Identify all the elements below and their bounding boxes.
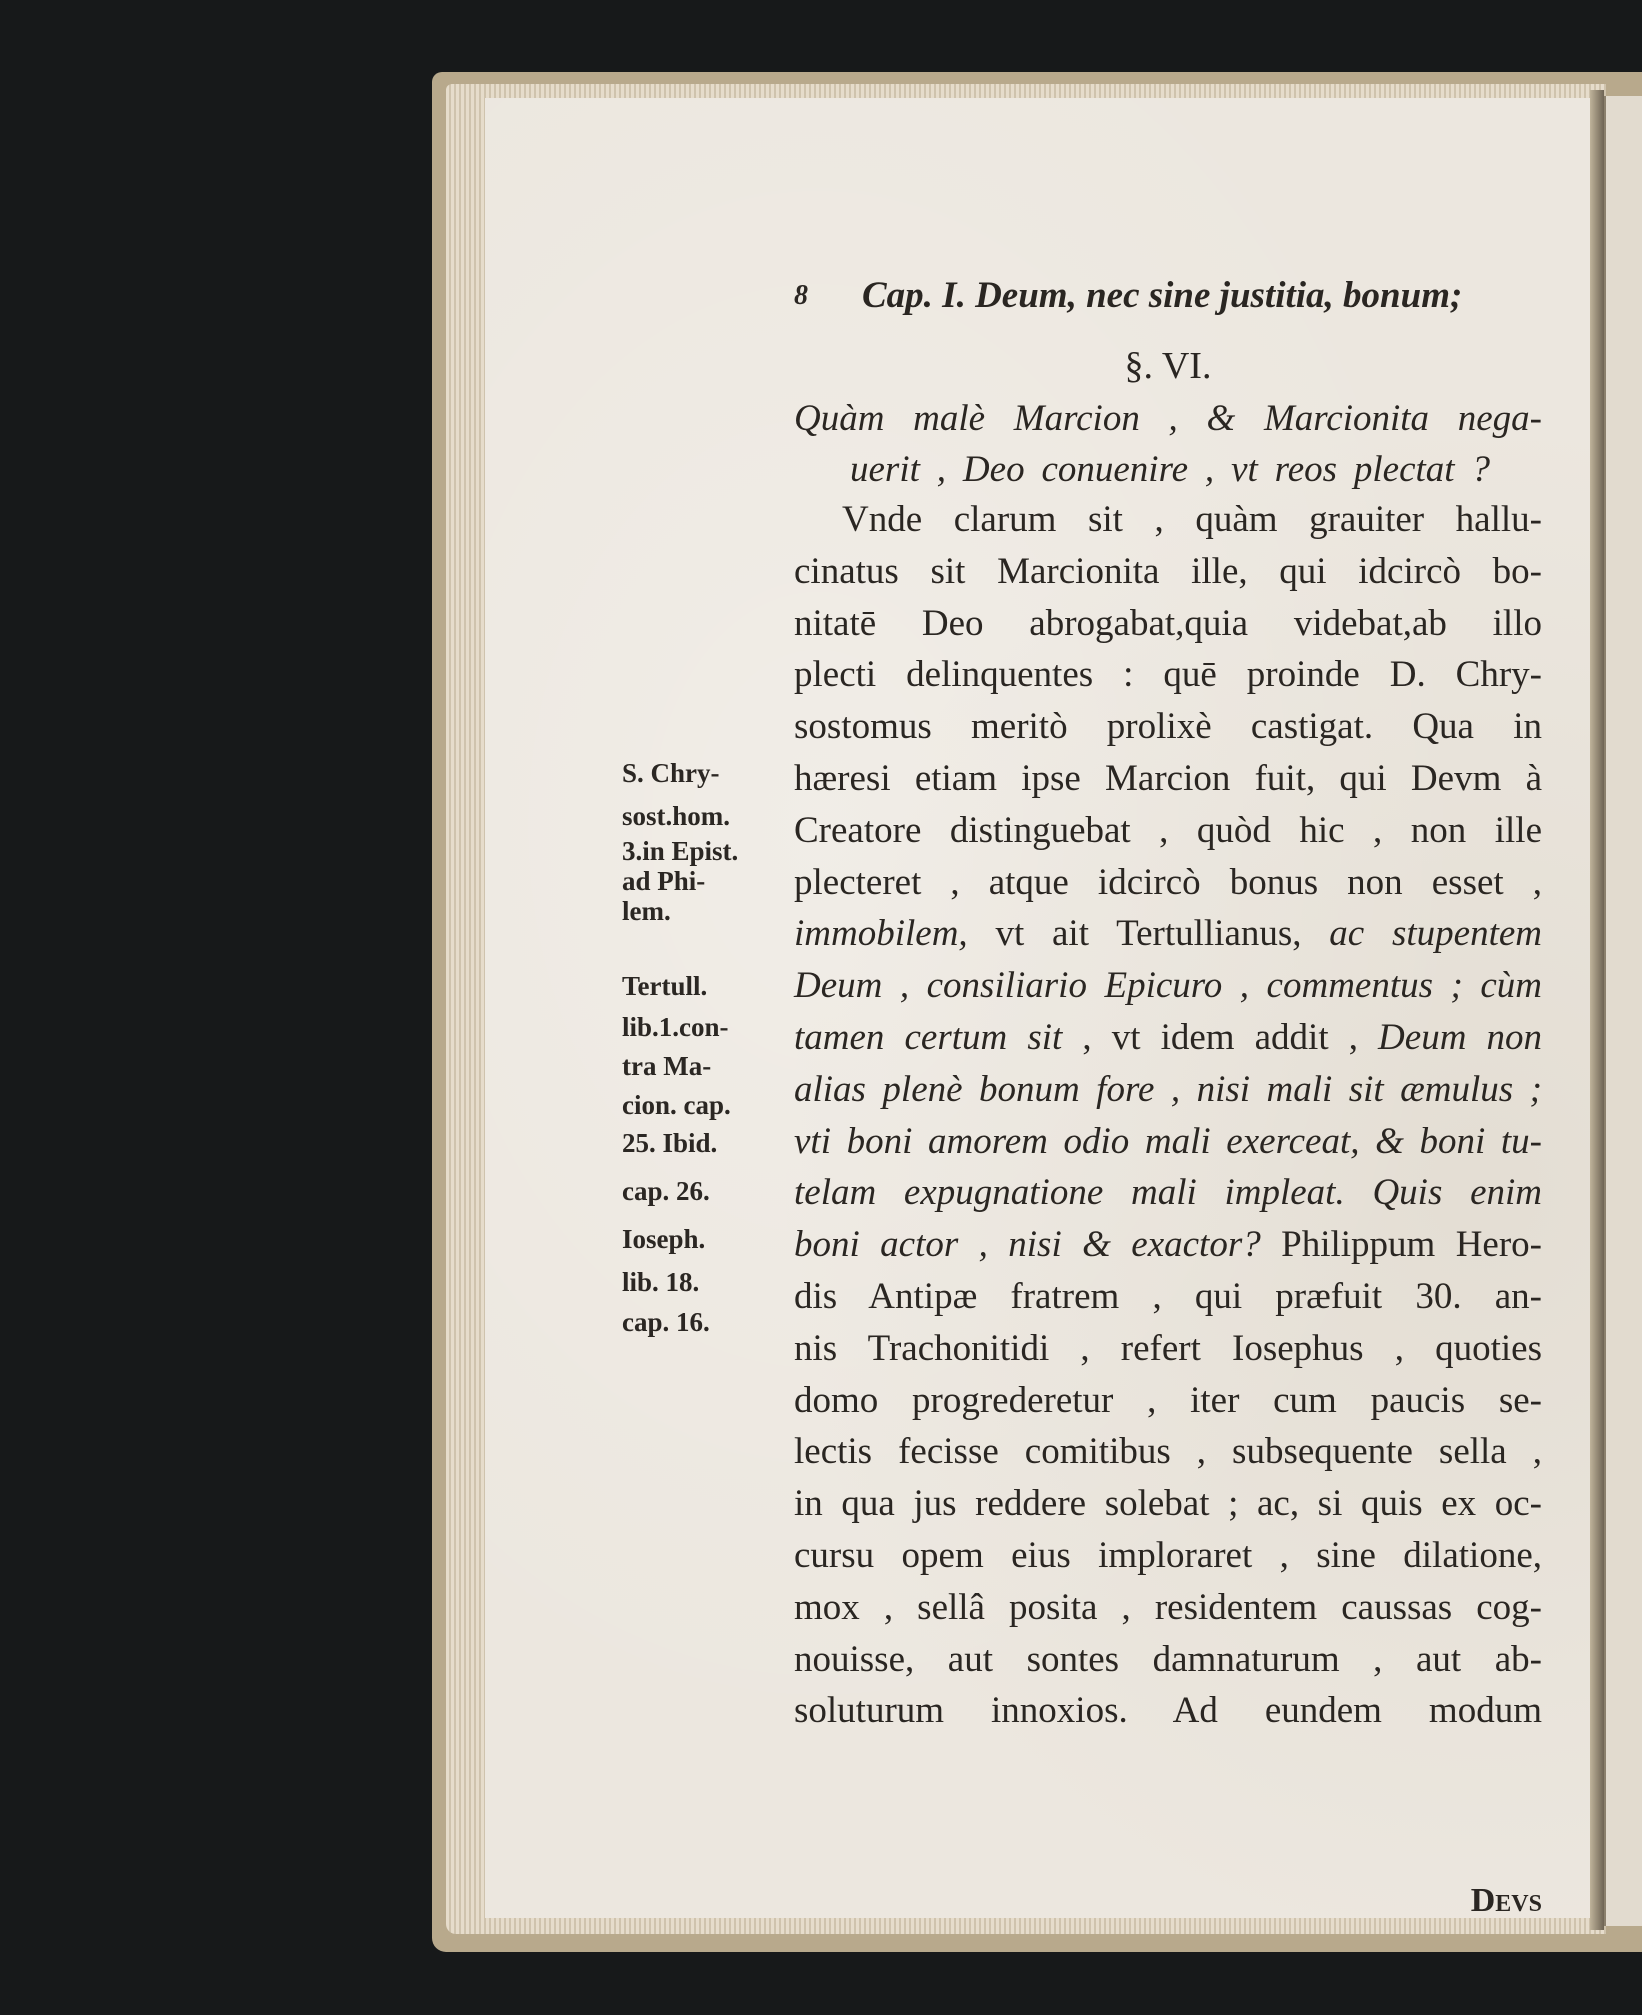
text-line	[794, 602, 1542, 646]
margin-note-line: 25. Ibid.	[622, 1128, 718, 1158]
text-line	[794, 1120, 1542, 1164]
roman-segment: dis Antipæ fratrem , qui præfuit 30. an-	[794, 1276, 1542, 1317]
roman-segment: Philippum Hero-	[1260, 1224, 1542, 1266]
catchword: Devs	[1470, 1882, 1542, 1919]
italic-segment: tamen certum sit	[794, 1017, 1083, 1058]
text-line	[794, 550, 1542, 594]
margin-note-line: ad Phi-	[622, 866, 706, 896]
roman-segment: vt ait Tertullianus,	[967, 913, 1330, 955]
italic-segment: telam expugnatione mali impleat. Quis enim	[794, 1172, 1542, 1214]
text-line	[794, 1223, 1542, 1267]
italic-segment: immobilem,	[794, 913, 968, 955]
roman-segment: nouisse, aut sontes damnaturum , aut ab-	[794, 1638, 1542, 1680]
text-line	[794, 705, 1542, 749]
roman-segment: mox , sellâ posita , residentem caussas cog-	[794, 1586, 1542, 1628]
roman-segment: nis Trachonitidi , refert Iosephus , quoties	[794, 1327, 1542, 1369]
text-line	[794, 397, 1542, 441]
text-line	[794, 653, 1542, 697]
margin-note-line: cap. 16.	[622, 1307, 710, 1337]
roman-segment: plecteret , atque idcircò bonus non esset ,	[794, 861, 1542, 903]
running-title: Cap. I. Deum, nec sine justitia, bonum;	[862, 275, 1463, 316]
text-line	[850, 448, 1490, 492]
italic-segment: vti boni amorem odio mali exerceat, & boni tu-	[794, 1120, 1542, 1162]
roman-segment: domo progrederetur , iter cum paucis se-	[794, 1379, 1542, 1421]
roman-segment: nitatē Deo abrogabat,quia videbat,ab illo	[794, 602, 1542, 644]
roman-segment: cinatus sit Marcionita ille, qui idcircò bo-	[794, 550, 1542, 592]
roman-segment: Vnde clarum sit , quàm grauiter hallu-	[842, 499, 1542, 540]
text-line	[794, 1068, 1542, 1112]
roman-segment: hæresi etiam ipse Marcion fuit, qui Devm à	[794, 758, 1542, 799]
book-gutter	[1590, 90, 1604, 1930]
section-heading: §. VI.	[1124, 345, 1212, 387]
italic-segment: Quàm malè Marcion , & Marcionita nega-	[794, 398, 1542, 439]
text-line	[794, 1430, 1542, 1474]
margin-note-line: Tertull.	[622, 971, 708, 1001]
roman-segment: , vt idem addit ,	[1082, 1017, 1379, 1058]
text-line	[794, 1016, 1542, 1060]
italic-segment: uerit , Deo conuenire , vt reos plectat ?	[850, 449, 1490, 490]
text-line	[794, 1534, 1542, 1578]
italic-segment: alias plenè bonum fore , nisi mali sit æmulus ;	[794, 1068, 1542, 1110]
text-line	[794, 1689, 1542, 1733]
italic-segment: ac stupentem	[1329, 913, 1543, 955]
text-line	[794, 1327, 1542, 1371]
facing-page-edge	[1604, 96, 1642, 1926]
margin-note-line: lem.	[622, 896, 671, 926]
margin-note-line: 3.in Epist.	[622, 836, 739, 866]
margin-note-line: Ioseph.	[622, 1224, 706, 1254]
roman-segment: in qua jus reddere solebat ; ac, si quis ex oc-	[794, 1483, 1542, 1525]
roman-segment: Creatore distinguebat , quòd hic , non ille	[794, 809, 1542, 851]
text-line	[794, 757, 1542, 801]
page-number: 8	[794, 280, 808, 311]
margin-note-line: cion. cap.	[622, 1090, 731, 1120]
roman-segment: plecti delinquentes : quē proinde D. Chry-	[794, 654, 1542, 696]
margin-note-line: lib. 18.	[622, 1267, 700, 1297]
roman-segment: sostomus meritò prolixè castigat. Qua in	[794, 706, 1542, 748]
margin-note-line: sost.hom.	[622, 801, 731, 831]
text-line	[794, 1586, 1542, 1630]
margin-note-line: lib.1.con-	[622, 1012, 729, 1042]
text-line	[794, 1482, 1542, 1526]
text-line	[794, 861, 1542, 905]
italic-segment: Deum non	[1378, 1017, 1542, 1058]
text-line	[794, 1275, 1542, 1319]
margin-note-line: cap. 26.	[622, 1176, 710, 1206]
italic-segment: Deum , consiliario Epicuro , commentus ; cùm	[794, 965, 1542, 1007]
roman-segment: cursu opem eius imploraret , sine dilatione,	[794, 1535, 1542, 1576]
text-line	[794, 964, 1542, 1008]
margin-note-line: tra Ma-	[622, 1051, 712, 1081]
margin-note-line: S. Chry-	[622, 758, 720, 788]
roman-segment: soluturum innoxios. Ad eundem modum	[794, 1690, 1542, 1732]
text-line	[794, 809, 1542, 853]
italic-segment: boni actor , nisi & exactor?	[794, 1224, 1261, 1266]
text-line	[842, 498, 1542, 542]
roman-segment: lectis fecisse comitibus , subsequente sella ,	[794, 1431, 1542, 1473]
text-line	[794, 1171, 1542, 1215]
text-line	[794, 1638, 1542, 1682]
text-line	[794, 1379, 1542, 1423]
text-line	[794, 912, 1542, 956]
